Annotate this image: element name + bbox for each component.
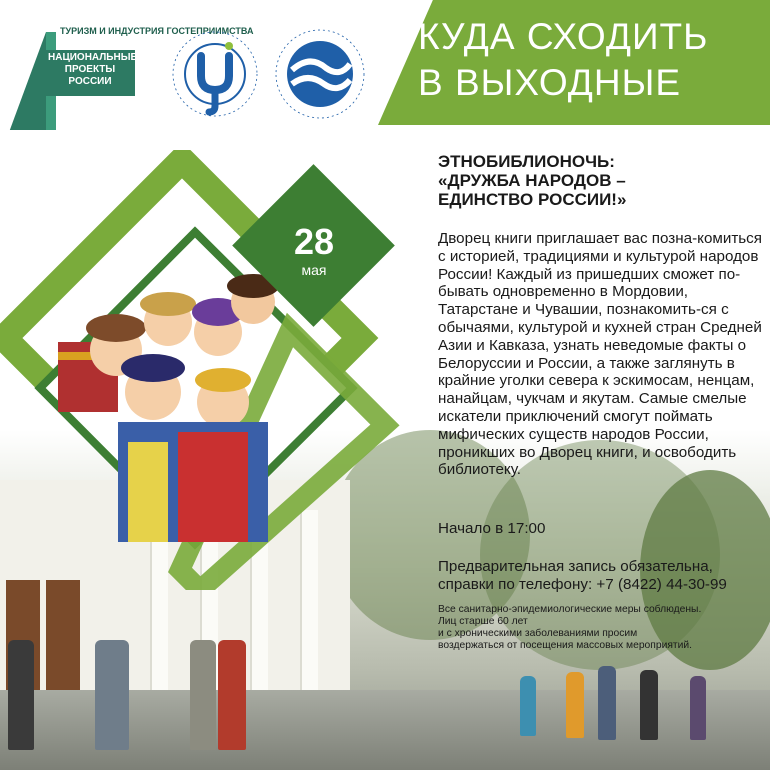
banner-title-line: КУДА СХОДИТЬ: [418, 16, 709, 57]
note-line: и с хроническими заболеваниями просим: [438, 628, 638, 639]
banner-title-line: В ВЫХОДНЫЕ: [418, 62, 682, 103]
registration-info: Предварительная запись обязательна, справки по телефону: +7 (8422) 44-30-99: [438, 558, 727, 593]
note-line: Все санитарно-эпидемиологические меры соблюдены.: [438, 604, 702, 615]
event-description: Дворец книги приглашает вас позна-комиться с историей, традициями и культурой народов России! Каждый из пришедших сможет по-бывать одновременно в Мордовии, Татарстане и Чувашии, познакомить-ся с обычаями, культурой и кухней стран Средней Азии и Кавказа, узнать неведомые факты о Белоруссии и России, а также заглянуть в крайние уголки севера к эскимосам, ненцам, нанайцам, чукчам и якутам. Самые смелые искатели приключений смогут поймать мифических существ народов России, проникших во Дворец книги, и освободить библиотеку.: [438, 230, 763, 479]
note-line: Лиц старше 60 лет: [438, 616, 528, 627]
tourism-agency-logo: [270, 24, 370, 124]
person: [640, 670, 658, 740]
children-illustration: [58, 242, 288, 542]
event-title-line: ЕДИНСТВО РОССИИ!»: [438, 190, 627, 209]
date-month: мая: [301, 262, 327, 278]
person: [520, 676, 536, 736]
person: [218, 640, 246, 750]
event-title-line: ЭТНОБИБЛИОНОЧЬ:: [438, 152, 615, 171]
door: [46, 580, 80, 690]
note-line: воздержаться от посещения массовых мероприятий.: [438, 640, 692, 651]
person: [566, 672, 584, 738]
start-time: Начало в 17:00: [438, 520, 546, 537]
sanitary-note: [438, 604, 768, 652]
person: [690, 676, 706, 740]
person: [8, 640, 34, 750]
badge-main-text: НАЦИОНАЛЬНЫЕ ПРОЕКТЫ РОССИИ: [48, 52, 138, 87]
event-title-line: «ДРУЖБА НАРОДОВ –: [438, 171, 626, 190]
event-title: [438, 152, 758, 209]
date-day: 28: [293, 221, 335, 262]
badge-top-text: ТУРИЗМ И ИНДУСТРИЯ ГОСТЕПРИИМСТВА: [60, 26, 254, 36]
banner-title: [418, 14, 768, 106]
person: [95, 640, 129, 750]
person: [598, 666, 616, 740]
tourist-info-center-logo: [165, 24, 265, 124]
person: [190, 640, 216, 750]
